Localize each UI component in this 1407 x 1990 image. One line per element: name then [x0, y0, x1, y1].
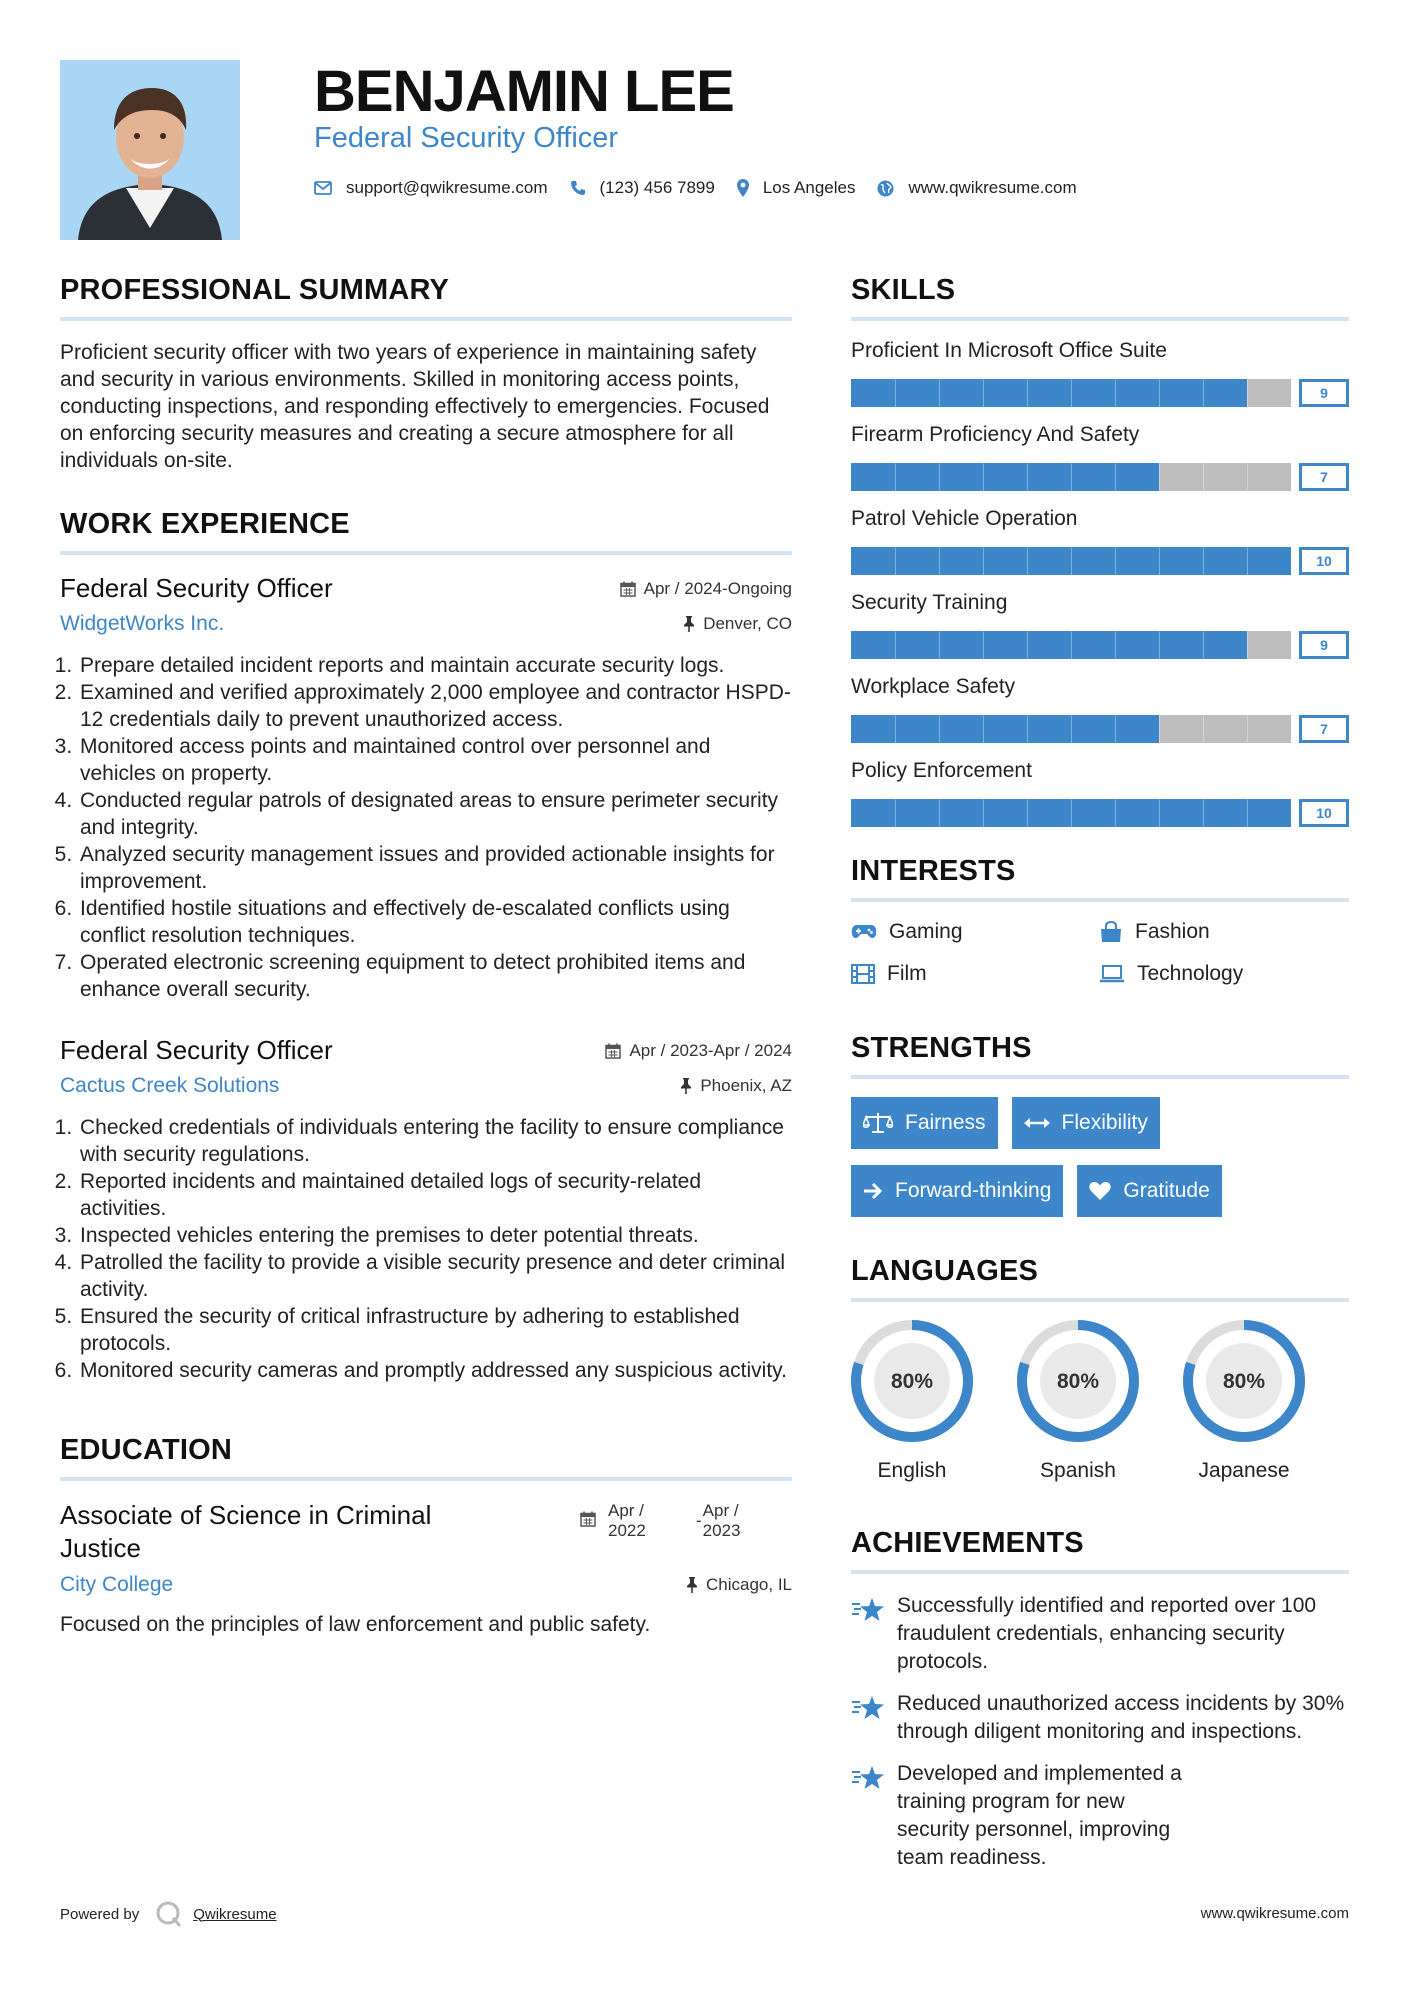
skill-segment-divider [983, 799, 984, 827]
laptop-icon [1099, 965, 1125, 983]
interest-label: Gaming [889, 920, 963, 943]
skill-track [851, 379, 1291, 407]
skills-section [851, 274, 1349, 825]
experience-heading: WORK EXPERIENCE [60, 508, 792, 555]
language-label: Japanese [1198, 1459, 1290, 1482]
strength-label: Forward-thinking [895, 1179, 1052, 1202]
skill-segment-divider [983, 547, 984, 575]
skill-segment-divider [1203, 799, 1204, 827]
language-ring [1183, 1320, 1305, 1442]
skill-segment-divider [1159, 715, 1160, 743]
strength-label: Fairness [905, 1111, 986, 1134]
footer-powered-by [60, 1900, 277, 1928]
skill-item [851, 759, 1349, 825]
skill-score: 9 [1299, 379, 1349, 407]
contact-email-text: support@qwikresume.com [346, 178, 548, 197]
job-bullet: 3. Monitored access points and maintained control over personnel and vehicles on property. [78, 733, 792, 787]
skill-score: 7 [1299, 715, 1349, 743]
skill-bar [851, 795, 1349, 825]
languages-heading: LANGUAGES [851, 1255, 1349, 1302]
skill-segment-divider [1071, 463, 1072, 491]
footer-site-link[interactable]: www.qwikresume.com [1200, 1905, 1349, 1922]
skill-item [851, 675, 1349, 741]
pushpin-icon [680, 1078, 692, 1094]
job-bullets [60, 652, 792, 1003]
language-ring [1017, 1320, 1139, 1442]
contact-location [737, 178, 856, 198]
skill-segment-divider [1247, 379, 1248, 407]
skill-track [851, 715, 1291, 743]
language-ring [851, 1320, 973, 1442]
summary-heading: PROFESSIONAL SUMMARY [60, 274, 792, 321]
strength-chip [1012, 1097, 1160, 1149]
interest-item [1099, 962, 1347, 986]
skill-score: 10 [1299, 547, 1349, 575]
skill-fill [851, 379, 1247, 407]
shooting-star-icon [851, 1764, 885, 1792]
education-section [60, 1434, 792, 1638]
language-item [1183, 1320, 1305, 1483]
language-label: Spanish [1040, 1459, 1116, 1482]
globe-icon [877, 180, 894, 197]
interests-heading: INTERESTS [851, 855, 1349, 902]
pushpin-icon [686, 1577, 698, 1593]
job-bullets [60, 1114, 792, 1384]
skill-segment-divider [1115, 463, 1116, 491]
skill-segment-divider [895, 715, 896, 743]
skill-segment-divider [1115, 631, 1116, 659]
education-heading: EDUCATION [60, 1434, 792, 1481]
skill-segment-divider [939, 631, 940, 659]
job-bullet: 1. Prepare detailed incident reports and maintain accurate security logs. [78, 652, 792, 679]
contact-website-text: www.qwikresume.com [908, 178, 1077, 197]
skill-segment-divider [1071, 631, 1072, 659]
pushpin-icon [683, 616, 695, 632]
skill-segment-divider [1203, 379, 1204, 407]
job-title: Federal Security Officer [60, 1035, 333, 1065]
skill-segment-divider [983, 715, 984, 743]
interest-label: Film [887, 962, 927, 985]
powered-by-label: Powered by [60, 1905, 140, 1923]
job-dates-text: Apr / 2023-Apr / 2024 [629, 1041, 792, 1060]
skill-track [851, 631, 1291, 659]
achievements-heading: ACHIEVEMENTS [851, 1527, 1349, 1574]
calendar-icon [580, 1511, 596, 1527]
skill-bar [851, 711, 1349, 741]
calendar-icon [605, 1043, 621, 1059]
brand-link[interactable]: Qwikresume [193, 1905, 277, 1923]
strength-chip [851, 1165, 1063, 1217]
job-bullet: 2. Examined and verified approximately 2,000 employee and contractor HSPD-12 credentials daily to prevent unauthorized access. [78, 679, 792, 733]
job-location [683, 614, 792, 634]
skill-segment-divider [939, 379, 940, 407]
skill-segment-divider [983, 463, 984, 491]
skill-score: 10 [1299, 799, 1349, 827]
education-end [703, 1501, 741, 1541]
skill-segment-divider [1159, 799, 1160, 827]
skill-segment-divider [1203, 631, 1204, 659]
job-bullet: 3. Inspected vehicles entering the premises to deter potential threats. [78, 1222, 792, 1249]
job-bullet: 7. Operated electronic screening equipment to detect prohibited items and enhance overall security. [78, 949, 792, 1003]
skill-segment-divider [939, 547, 940, 575]
language-label: English [877, 1459, 947, 1482]
language-item [1017, 1320, 1139, 1483]
job-bullet: 5. Analyzed security management issues and provided actionable insights for improvement. [78, 841, 792, 895]
skill-segment-divider [1071, 379, 1072, 407]
skill-segment-divider [1027, 799, 1028, 827]
shooting-star-icon [851, 1694, 885, 1722]
language-percent: 80% [1222, 1370, 1266, 1393]
skill-label: Patrol Vehicle Operation [851, 507, 1078, 530]
education-start-month: Apr / [608, 1501, 644, 1520]
degree-line-2: Justice [60, 1533, 141, 1563]
school-location [686, 1575, 792, 1595]
skill-label: Proficient In Microsoft Office Suite [851, 339, 1167, 362]
shooting-star-icon [851, 1596, 885, 1624]
job-company: WidgetWorks Inc. [60, 612, 225, 635]
skill-segment-divider [1203, 463, 1204, 491]
skill-item [851, 339, 1349, 405]
job-entry [60, 1035, 792, 1384]
job-title: Federal Security Officer [60, 573, 333, 603]
skill-segment-divider [1159, 379, 1160, 407]
education-start-year: 2022 [608, 1521, 646, 1540]
strength-label: Flexibility [1061, 1111, 1148, 1134]
contact-phone-text: (123) 456 7899 [599, 178, 715, 197]
job-location-text: Denver, CO [703, 614, 792, 633]
map-pin-icon [737, 179, 749, 197]
skill-segment-divider [895, 547, 896, 575]
skill-fill [851, 715, 1159, 743]
skill-segment-divider [1203, 547, 1204, 575]
job-bullet: 4. Patrolled the facility to provide a visible security presence and deter criminal activity. [78, 1249, 792, 1303]
job-bullet: 4. Conducted regular patrols of designated areas to ensure perimeter security and integrity. [78, 787, 792, 841]
summary-text: Proficient security officer with two years of experience in maintaining safety and security in various environments. Skilled in monitoring access points, conducting inspections, and responding effectively to emergencies. Focused on enforcing security measures and creating a secure atmosphere for all individuals on-site. [60, 341, 770, 472]
profile-photo [60, 60, 240, 240]
skill-segment-divider [1027, 463, 1028, 491]
degree-line-1: Associate of Science in Criminal [60, 1500, 432, 1530]
skill-fill [851, 631, 1247, 659]
skill-label: Firearm Proficiency And Safety [851, 423, 1140, 446]
achievement-item [851, 1592, 1349, 1676]
degree-title [60, 1499, 431, 1565]
job-bullet: 1. Checked credentials of individuals entering the facility to ensure compliance with security regulations. [78, 1114, 792, 1168]
skill-segment-divider [1027, 715, 1028, 743]
school-location-text: Chicago, IL [706, 1575, 792, 1594]
interest-item [1099, 920, 1347, 944]
heart-icon [1089, 1181, 1111, 1201]
candidate-title: Federal Security Officer [314, 122, 619, 154]
education-end-year: 2023 [702, 1521, 741, 1540]
skill-segment-divider [895, 379, 896, 407]
language-percent: 80% [890, 1370, 934, 1393]
summary-section [60, 274, 792, 474]
skill-label: Policy Enforcement [851, 759, 1032, 782]
interest-label: Fashion [1135, 920, 1210, 943]
shopping-bag-icon [1099, 921, 1123, 943]
job-location-text: Phoenix, AZ [700, 1076, 792, 1095]
right-column [851, 274, 1349, 1886]
achievement-item [851, 1690, 1349, 1746]
job-company: Cactus Creek Solutions [60, 1074, 280, 1097]
skill-segment-divider [1071, 547, 1072, 575]
skill-segment-divider [1071, 799, 1072, 827]
job-entry [60, 573, 792, 1003]
skill-segment-divider [895, 631, 896, 659]
skill-label: Workplace Safety [851, 675, 1016, 698]
skill-label: Security Training [851, 591, 1008, 614]
skill-segment-divider [1071, 715, 1072, 743]
education-dates [580, 1501, 792, 1541]
arrows-horizontal-icon [1024, 1117, 1050, 1129]
contact-bar [314, 178, 1099, 198]
skill-segment-divider [1115, 547, 1116, 575]
job-bullet: 2. Reported incidents and maintained detailed logs of security-related activities. [78, 1168, 792, 1222]
achievement-text: Developed and implemented a training program for new security personnel, improving team readiness. [897, 1762, 1182, 1869]
skills-heading: SKILLS [851, 274, 1349, 321]
achievement-item [851, 1760, 1349, 1872]
experience-section [60, 508, 792, 1384]
skill-segment-divider [1115, 715, 1116, 743]
skill-segment-divider [1203, 715, 1204, 743]
candidate-name: BENJAMIN LEE [314, 59, 734, 124]
envelope-icon [314, 181, 332, 195]
job-bullet: 6. Monitored security cameras and promptly addressed any suspicious activity. [78, 1357, 792, 1384]
contact-location-text: Los Angeles [762, 178, 856, 197]
skill-track [851, 799, 1291, 827]
skill-segment-divider [1159, 631, 1160, 659]
languages-section [851, 1255, 1349, 1483]
job-dates [605, 1041, 792, 1061]
skill-segment-divider [1247, 631, 1248, 659]
skill-segment-divider [895, 799, 896, 827]
skill-item [851, 423, 1349, 489]
skill-segment-divider [939, 463, 940, 491]
skill-segment-divider [1159, 547, 1160, 575]
qwikresume-logo-icon [155, 1900, 183, 1928]
interest-item [851, 962, 1099, 986]
language-percent: 80% [1056, 1370, 1100, 1393]
job-bullet: 5. Ensured the security of critical infrastructure by adhering to established protocols. [78, 1303, 792, 1357]
skill-segment-divider [939, 715, 940, 743]
skill-segment-divider [1115, 379, 1116, 407]
skill-segment-divider [1159, 463, 1160, 491]
skill-segment-divider [939, 799, 940, 827]
skill-bar [851, 627, 1349, 657]
job-dates-text: Apr / 2024-Ongoing [643, 579, 792, 598]
skill-segment-divider [1027, 379, 1028, 407]
job-dates [620, 579, 792, 599]
job-location [680, 1076, 792, 1096]
strength-chip [851, 1097, 998, 1149]
contact-website[interactable] [877, 178, 1076, 198]
skill-segment-divider [983, 379, 984, 407]
education-date-dash: - [696, 1511, 702, 1530]
skill-segment-divider [1247, 463, 1248, 491]
arrow-right-icon [863, 1182, 883, 1200]
interest-item [851, 920, 1099, 944]
skill-segment-divider [1247, 547, 1248, 575]
calendar-icon [620, 581, 636, 597]
skill-segment-divider [1027, 547, 1028, 575]
interests-section [851, 855, 1349, 986]
skill-segment-divider [1247, 715, 1248, 743]
skill-bar [851, 543, 1349, 573]
achievement-text: Successfully identified and reported over 100 fraudulent credentials, enhancing security protocols. [897, 1594, 1317, 1673]
education-description: Focused on the principles of law enforcement and public safety. [60, 1613, 651, 1636]
achievements-section [851, 1527, 1349, 1872]
education-end-month: Apr / [702, 1501, 739, 1520]
skill-item [851, 591, 1349, 657]
skill-segment-divider [1247, 799, 1248, 827]
skill-score: 9 [1299, 631, 1349, 659]
skill-segment-divider [1115, 799, 1116, 827]
profile-photo-image [60, 60, 240, 240]
phone-icon [570, 180, 586, 196]
skill-fill [851, 463, 1159, 491]
skill-bar [851, 375, 1349, 405]
achievement-text: Reduced unauthorized access incidents by 30% through diligent monitoring and inspections. [897, 1692, 1345, 1743]
skill-item [851, 507, 1349, 573]
strengths-heading: STRENGTHS [851, 1032, 1349, 1079]
film-icon [851, 964, 875, 984]
skill-segment-divider [1027, 631, 1028, 659]
skill-segment-divider [983, 631, 984, 659]
job-bullet: 6. Identified hostile situations and effectively de-escalated conflicts using conflict resolution techniques. [78, 895, 792, 949]
skill-track [851, 463, 1291, 491]
school-name: City College [60, 1573, 174, 1596]
gamepad-icon [851, 924, 877, 940]
contact-phone[interactable] [570, 178, 715, 198]
left-column [60, 274, 792, 1638]
skill-segment-divider [895, 463, 896, 491]
strength-chip [1077, 1165, 1221, 1217]
strength-label: Gratitude [1123, 1179, 1210, 1202]
language-item [851, 1320, 973, 1483]
education-start [608, 1501, 696, 1541]
skill-bar [851, 459, 1349, 489]
interest-label: Technology [1137, 962, 1244, 985]
contact-email[interactable] [314, 178, 548, 198]
skill-track [851, 547, 1291, 575]
strengths-section [851, 1032, 1349, 1217]
skill-score: 7 [1299, 463, 1349, 491]
scale-icon [863, 1112, 893, 1134]
